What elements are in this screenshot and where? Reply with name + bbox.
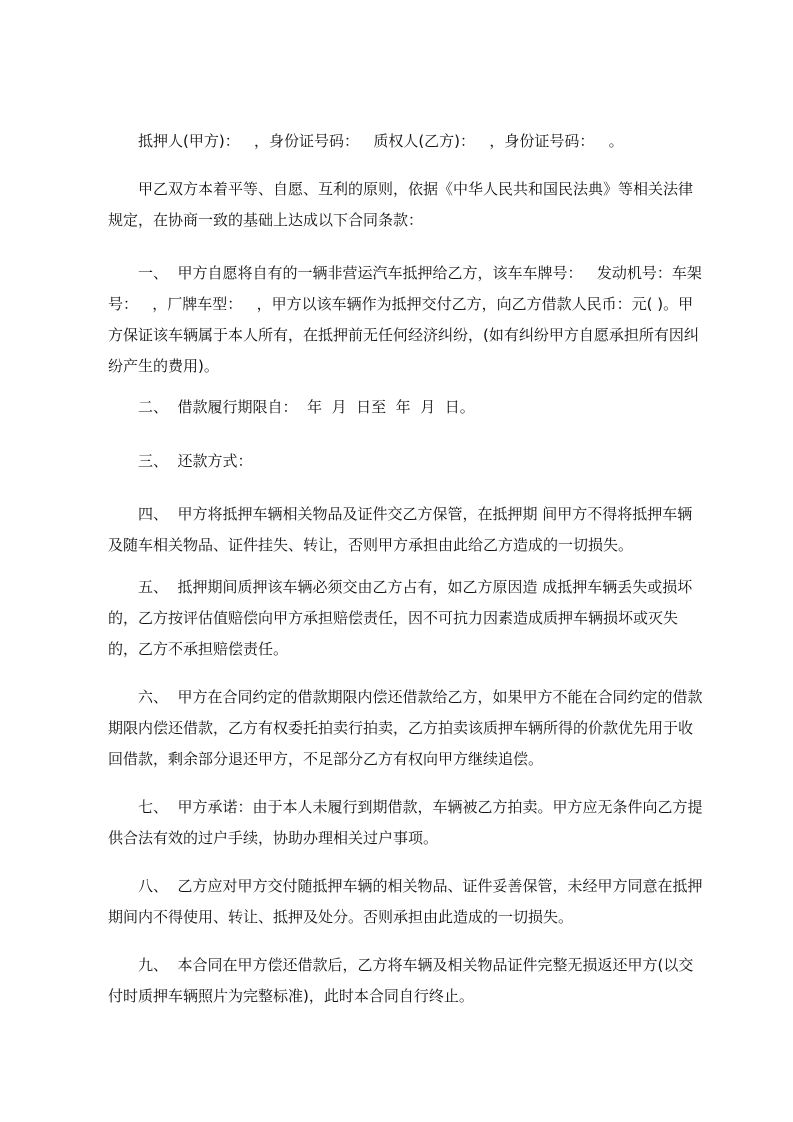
clause-3: 三、 还款方式： [138, 452, 253, 470]
clause-8: 八、 乙方应对甲方交付随抵押车辆的相关物品、证件妥善保管，未经甲方同意在抵押期间内不得使用、转让、抵押及处分。否则承担由此造成的一切损失。 [108, 877, 703, 926]
clause-6: 六、 甲方在合同约定的借款期限内偿还借款给乙方，如果甲方不能在合同约定的借款期限内偿还借款，乙方有权委托拍卖行拍卖，乙方拍卖该质押车辆所得的价款优先用于收回借款，剩余部分退还甲方，不足部分乙方有权向甲方继续追偿。 [108, 688, 703, 768]
clause-4: 四、 甲方将抵押车辆相关物品及证件交乙方保管，在抵押期 间甲方不得将抵押车辆及随车相关物品、证件挂失、转让，否则甲方承担由此给乙方造成的一切损失。 [108, 505, 693, 554]
clause-2: 二、 借款履行期限自： 年 月 日至 年 月 日。 [138, 398, 475, 416]
clause-1: 一、 甲方自愿将自有的一辆非营运汽车抵押给乙方，该车车牌号： 发动机号：车架号： ，厂牌车型： ，甲方以该车辆作为抵押交付乙方，向乙方借款人民币：元( )。甲方保证该车辆属于本人所有，在抵押前无任何经济纠纷，(如有纠纷甲方自愿承担所有因纠纷产生的费用)。 [108, 264, 702, 375]
preamble-paragraph: 甲乙双方本着平等、自愿、互利的原则，依据《中华人民共和国民法典》等相关法律规定，在协商一致的基础上达成以下合同条款： [108, 180, 694, 229]
clause-5: 五、 抵押期间质押该车辆必须交由乙方占有，如乙方原因造 成抵押车辆丢失或损坏的，乙方按评估值赔偿向甲方承担赔偿责任，因不可抗力因素造成质押车辆损坏或灭失的，乙方不承担赔偿责任。 [108, 578, 693, 658]
clause-9: 九、 本合同在甲方偿还借款后，乙方将车辆及相关物品证件完整无损返还甲方(以交付时质押车辆照片为完整标准)，此时本合同自行终止。 [108, 956, 694, 1005]
clause-7: 七、 甲方承诺：由于本人未履行到期借款，车辆被乙方拍卖。甲方应无条件向乙方提供合法有效的过户手续，协助办理相关过户事项。 [108, 798, 703, 847]
parties-line: 抵押人(甲方)： ，身份证号码： 质权人(乙方)： ，身份证号码： 。 [138, 132, 624, 150]
